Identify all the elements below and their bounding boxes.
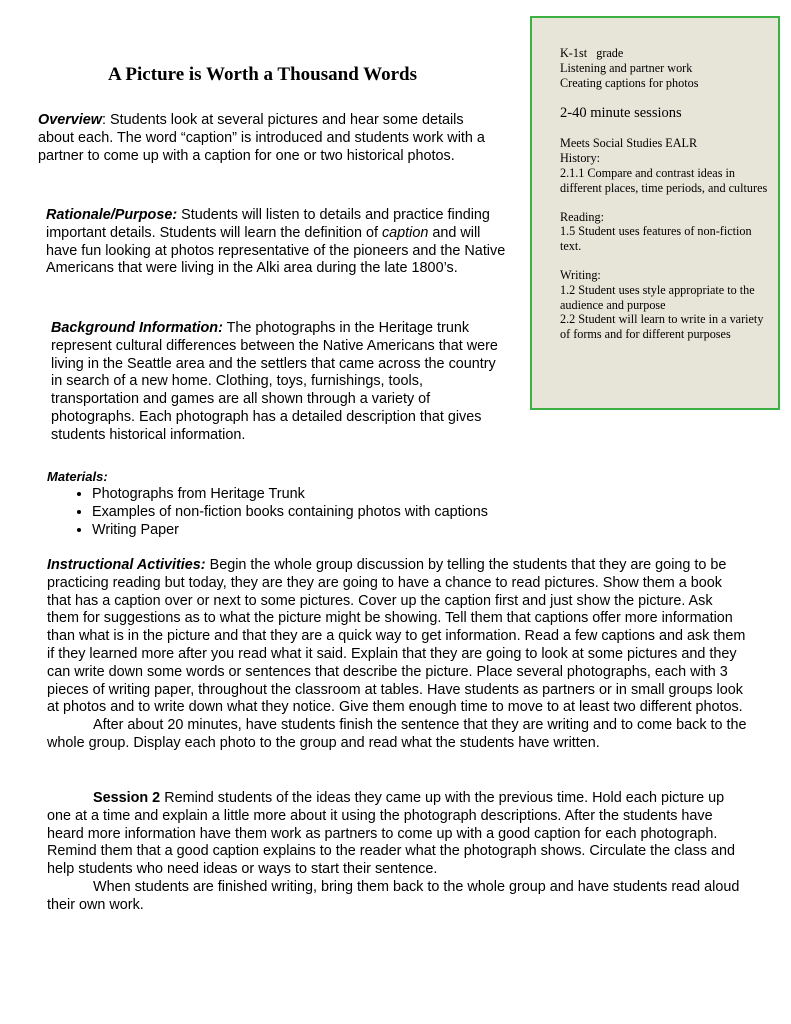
rationale-section <box>46 207 506 278</box>
activity-type: Listening and partner work <box>560 60 693 75</box>
lesson-info-box <box>530 16 780 410</box>
writing-standard-1: 1.2 Student uses style appropriate to the audience and purpose <box>560 282 755 312</box>
overview-text: : Students look at several pictures and hear some details about each. The word “caption” is introduced and students work with a partner to come up with a caption for one or two historical photos. <box>38 112 485 164</box>
session2-para-1 <box>47 790 747 879</box>
instructional-text-2: After about 20 minutes, have students finish the sentence that they are writing and to come back to the whole group. Display each photo to the group and read what the students have written. <box>47 717 747 751</box>
history-standard: 2.1.1 Compare and contrast ideas in different places, time periods, and cultures <box>560 165 768 195</box>
rationale-text-2: and will have fun looking at photos representative of the pioneers and the Native Americans that were living in the Alki area during the late 1800’s. <box>46 224 506 277</box>
background-section <box>51 320 507 445</box>
list-item: • Photographs from Heritage Trunk <box>92 485 488 503</box>
session2-text-2: When students are finished writing, bring them back to the whole group and have students read aloud their own work. <box>47 878 740 913</box>
reading-label: Reading: <box>560 209 605 224</box>
page-title: A Picture is Worth a Thousand Words <box>108 64 418 85</box>
materials-label: Materials: <box>47 469 108 484</box>
rationale-label: Rationale/Purpose: <box>46 207 178 223</box>
reading-standard: 1.5 Student uses features of non-fiction text. <box>560 224 752 254</box>
instructional-para-1 <box>47 557 747 717</box>
session2-label: Session 2 <box>93 790 161 806</box>
list-item: • Examples of non-fiction books containing photos with captions <box>92 503 488 521</box>
session2-section <box>47 790 747 915</box>
ealr-heading: Meets Social Studies EALR <box>560 136 698 151</box>
background-text: The photographs in the Heritage trunk represent cultural differences between the Native Americans that were living in the Seattle area and the settlers that came across the country in search of a new home. Clothing, toys, furnishings, tools, transportation and games are all shown through a variety of photographs. Each photograph has a detailed description that gives students historical information. <box>51 320 498 443</box>
overview-label: Overview <box>38 112 102 128</box>
instructional-text: Begin the whole group discussion by telling the students that they are going to be practicing reading but today, they are they are going to have a chance to read pictures. Show them a book that has a caption over or next to some pictures. Cover up the caption first and just show the picture. Ask them for suggestions as to what the picture might be showing. Tell them that captions offer more information than what is in the picture and that they are a quick way to get information. Read a few captions and ask them if they learned more after you read what it said. Explain that they are going to look at some pictures and they can write down some words or sentences that describe the picture. Place several photographs, each with 3 pieces of writing paper, throughout the classroom at tables. Have students as partners or in small groups look at photos and to write down what they notice. Give them enough time to move to at least two different photos. <box>47 557 746 716</box>
writing-standard-2: 2.2 Student will learn to write in a variety of forms and for different purposes <box>560 312 764 342</box>
background-label: Background Information: <box>51 320 223 336</box>
writing-label: Writing: <box>560 267 601 282</box>
session2-para-2 <box>47 879 747 915</box>
rationale-text-1: Students will listen to details and practice finding important details. Students will learn the definition of <box>46 207 490 241</box>
session2-text: Remind students of the ideas they came up with the previous time. Hold each picture up one at a time and explain a little more about it using the photograph descriptions. After the students have heard more information have them work as partners to come up with a good caption for each photograph. Remind them that a good caption explains to the reader what the photograph shows. Circulate the class and help students who need ideas or ways to start their sentence. <box>47 790 735 878</box>
overview-section <box>38 112 500 165</box>
history-label: History: <box>560 151 600 166</box>
instructional-para-2 <box>47 717 747 753</box>
rationale-italic-term: caption <box>381 224 429 241</box>
instructional-section <box>47 557 747 753</box>
list-item: • Writing Paper <box>92 521 488 539</box>
materials-list <box>62 485 488 539</box>
activity-focus: Creating captions for photos <box>560 75 699 90</box>
grade-level: K-1st grade <box>560 46 624 60</box>
instructional-label: Instructional Activities: <box>47 557 206 573</box>
session-count: 2-40 minute sessions <box>560 105 682 122</box>
